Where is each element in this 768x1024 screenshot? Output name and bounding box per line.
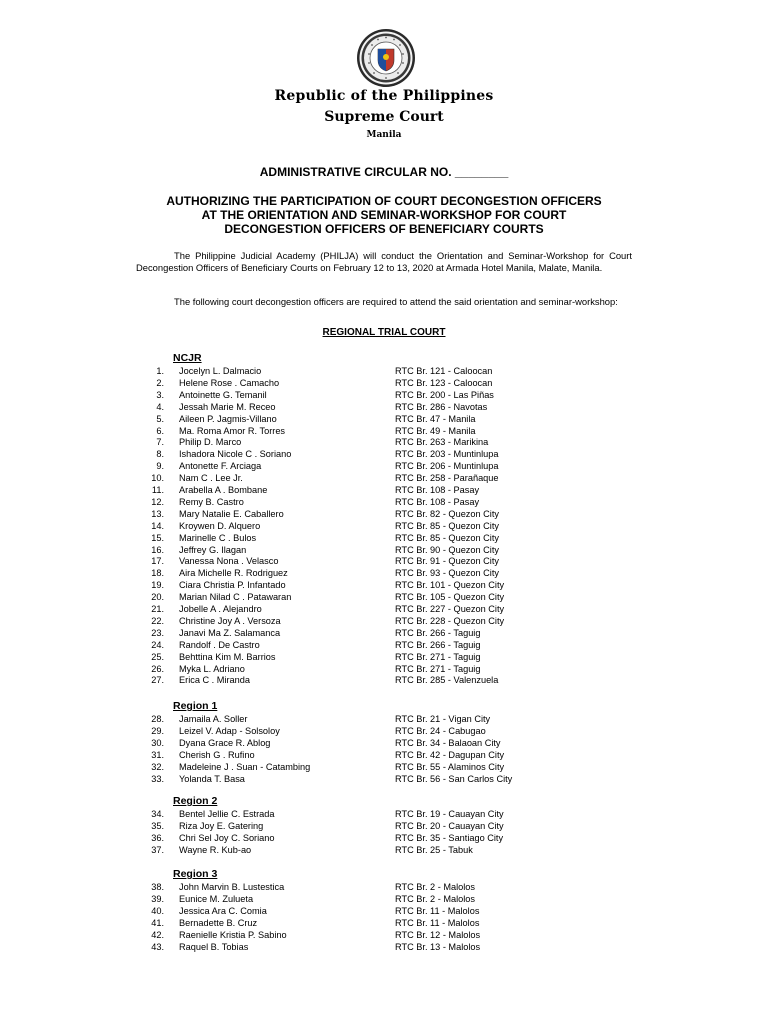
- officer-name: Aira Michelle R. Rodriguez: [179, 568, 288, 579]
- item-number: 10.: [151, 473, 164, 484]
- section-title: REGIONAL TRIAL COURT: [322, 327, 446, 338]
- item-number: 8.: [156, 449, 164, 460]
- item-number: 3.: [156, 389, 164, 400]
- court-assignment: RTC Br. 35 - Santiago City: [395, 832, 504, 843]
- republic-heading: Republic of the Philippines: [274, 88, 494, 104]
- list-item: [0, 929, 768, 941]
- list-item: [0, 508, 768, 520]
- list-item: [0, 484, 768, 496]
- court-assignment: RTC Br. 285 - Valenzuela: [395, 675, 499, 686]
- supreme-court-seal-icon: [356, 28, 416, 88]
- item-number: 35.: [151, 820, 164, 831]
- list-item: [0, 761, 768, 773]
- item-number: 1.: [156, 366, 164, 376]
- item-number: 32.: [151, 761, 164, 772]
- list-item: [0, 436, 768, 448]
- court-assignment: RTC Br. 123 - Caloocan: [395, 377, 493, 388]
- list-item: [0, 496, 768, 508]
- officer-name: Jessica Ara C. Comia: [179, 905, 267, 916]
- item-number: 28.: [151, 714, 164, 724]
- officer-name: Remy B. Castro: [179, 496, 244, 507]
- item-number: 18.: [151, 568, 164, 579]
- item-number: 15.: [151, 532, 164, 543]
- court-assignment: RTC Br. 266 - Taguig: [395, 627, 481, 638]
- court-assignment: RTC Br. 85 - Quezon City: [395, 532, 499, 543]
- item-number: 6.: [156, 425, 164, 436]
- officer-name: Cherish G . Rufino: [179, 749, 255, 760]
- list-item: [0, 603, 768, 615]
- officer-name: Behttina Kim M. Barrios: [179, 651, 276, 662]
- group-heading: Region 2: [173, 795, 218, 807]
- item-number: 31.: [151, 749, 164, 760]
- court-assignment: RTC Br. 101 - Quezon City: [395, 580, 505, 591]
- officer-name: Arabella A . Bombane: [179, 485, 268, 495]
- officer-name: Eunice M. Zulueta: [179, 893, 254, 904]
- officer-name: Randolf . De Castro: [179, 639, 260, 650]
- list-item: [0, 808, 768, 820]
- item-number: 14.: [151, 520, 164, 531]
- attendance-paragraph: The following court decongestion officers are required to attend the said orientation and seminar-workshop:: [174, 296, 618, 307]
- court-assignment: RTC Br. 90 - Quezon City: [395, 544, 499, 555]
- list-item: [0, 425, 768, 437]
- title-line: AUTHORIZING THE PARTICIPATION OF COURT DECONGESTION OFFICERS: [166, 194, 602, 208]
- list-item: [0, 520, 768, 532]
- item-number: 24.: [151, 639, 164, 650]
- court-assignment: RTC Br. 25 - Tabuk: [395, 844, 473, 855]
- list-item: [0, 844, 768, 856]
- item-number: 19.: [151, 580, 164, 591]
- item-number: 20.: [151, 592, 164, 603]
- circular-number: ADMINISTRATIVE CIRCULAR NO. ________: [259, 165, 509, 179]
- item-number: 36.: [151, 832, 164, 843]
- officer-name: Bentel Jellie C. Estrada: [179, 809, 275, 819]
- court-assignment: RTC Br. 13 - Malolos: [395, 941, 481, 952]
- court-assignment: RTC Br. 42 - Dagupan City: [395, 749, 505, 760]
- court-assignment: RTC Br. 271 - Taguig: [395, 663, 481, 674]
- court-assignment: RTC Br. 49 - Manila: [395, 425, 476, 436]
- item-number: 16.: [151, 544, 164, 555]
- list-item: [0, 413, 768, 425]
- officer-name: Raquel B. Tobias: [179, 941, 249, 952]
- court-assignment: RTC Br. 55 - Alaminos City: [395, 761, 505, 772]
- list-item: [0, 365, 768, 377]
- court-assignment: RTC Br. 271 - Taguig: [395, 651, 481, 662]
- court-assignment: RTC Br. 11 - Malolos: [395, 905, 480, 916]
- court-assignment: RTC Br. 2 - Malolos: [395, 882, 475, 892]
- group-heading: NCJR: [173, 352, 202, 364]
- item-number: 42.: [151, 929, 164, 940]
- list-item: [0, 749, 768, 761]
- list-item: [0, 472, 768, 484]
- court-assignment: RTC Br. 34 - Balaoan City: [395, 737, 501, 748]
- title-line: DECONGESTION OFFICERS OF BENEFICIARY COURTS: [224, 222, 544, 236]
- officer-name: Riza Joy E. Gatering: [179, 820, 264, 831]
- list-item: [0, 401, 768, 413]
- title-line: AT THE ORIENTATION AND SEMINAR-WORKSHOP FOR COURT: [201, 208, 567, 222]
- officer-name: Jocelyn L. Dalmacio: [179, 366, 262, 376]
- item-number: 23.: [151, 627, 164, 638]
- list-item: [0, 460, 768, 472]
- officer-name: Dyana Grace R. Ablog: [179, 737, 271, 748]
- list-item: [0, 713, 768, 725]
- list-item: [0, 579, 768, 591]
- court-assignment: RTC Br. 21 - Vigan City: [395, 714, 491, 724]
- court-assignment: RTC Br. 24 - Cabugao: [395, 725, 486, 736]
- list-item: [0, 448, 768, 460]
- court-assignment: RTC Br. 19 - Cauayan City: [395, 809, 504, 819]
- item-number: 21.: [151, 604, 164, 614]
- item-number: 34.: [151, 809, 164, 819]
- court-heading: Supreme Court: [324, 109, 444, 125]
- list-item: [0, 917, 768, 929]
- item-number: 25.: [151, 651, 164, 662]
- item-number: 43.: [151, 941, 164, 952]
- circular-title: [0, 194, 768, 236]
- court-assignment: RTC Br. 47 - Manila: [395, 413, 476, 424]
- officer-name: Wayne R. Kub-ao: [179, 844, 252, 855]
- officer-name: Nam C . Lee Jr.: [179, 473, 243, 484]
- court-assignment: RTC Br. 227 - Quezon City: [395, 604, 505, 614]
- court-assignment: RTC Br. 93 - Quezon City: [395, 568, 499, 579]
- list-item: [0, 893, 768, 905]
- officer-name: Mary Natalie E. Caballero: [179, 508, 284, 519]
- officer-name: Ma. Roma Amor R. Torres: [179, 425, 286, 436]
- item-number: 27.: [151, 675, 164, 686]
- court-assignment: RTC Br. 263 - Marikina: [395, 437, 489, 448]
- court-assignment: RTC Br. 85 - Quezon City: [395, 520, 499, 531]
- officer-name: Jeffrey G. Ilagan: [179, 544, 247, 555]
- group-heading: Region 1: [173, 700, 218, 712]
- intro-paragraph: The Philippine Judicial Academy (PHILJA) will conduct the Orientation and Seminar-Workshop for Court Decongestion Officers of Beneficiary Courts on February 12 to 13, 2020 at Armada Hotel Manila, Malate, Manila.: [136, 250, 632, 273]
- item-number: 37.: [151, 844, 164, 855]
- officer-name: Antoinette G. Temanil: [179, 389, 267, 400]
- court-assignment: RTC Br. 286 - Navotas: [395, 401, 488, 412]
- item-number: 30.: [151, 737, 164, 748]
- item-number: 13.: [151, 508, 164, 519]
- officer-name: Madeleine J . Suan - Catambing: [179, 761, 311, 772]
- item-number: 38.: [151, 882, 164, 892]
- officer-name: Leizel V. Adap - Solsoloy: [179, 725, 280, 736]
- item-number: 5.: [156, 413, 164, 424]
- list-item: [0, 627, 768, 639]
- officer-name: Jamaila A. Soller: [179, 714, 248, 724]
- list-item: [0, 725, 768, 737]
- list-item: [0, 941, 768, 953]
- item-number: 33.: [151, 773, 164, 784]
- list-item: [0, 674, 768, 686]
- list-item: [0, 639, 768, 651]
- item-number: 29.: [151, 725, 164, 736]
- court-assignment: RTC Br. 258 - Parañaque: [395, 473, 499, 484]
- list-item: [0, 389, 768, 401]
- officer-name: John Marvin B. Lustestica: [179, 882, 285, 892]
- court-assignment: RTC Br. 11 - Malolos: [395, 917, 480, 928]
- group-heading: Region 3: [173, 868, 218, 880]
- court-assignment: RTC Br. 12 - Malolos: [395, 929, 481, 940]
- officer-name: Aileen P. Jagmis-Villano: [179, 413, 277, 424]
- list-item: [0, 663, 768, 675]
- officer-name: Myka L. Adriano: [179, 663, 245, 674]
- officer-name: Antonette F. Arciaga: [179, 461, 262, 472]
- officer-name: Philip D. Marco: [179, 437, 242, 448]
- list-item: [0, 905, 768, 917]
- officer-name: Ciara Christia P. Infantado: [179, 580, 286, 591]
- list-item: [0, 651, 768, 663]
- item-number: 7.: [156, 437, 164, 448]
- list-item: [0, 377, 768, 389]
- list-item: [0, 773, 768, 785]
- item-number: 26.: [151, 663, 164, 674]
- list-item: [0, 820, 768, 832]
- item-number: 4.: [156, 401, 164, 412]
- item-number: 17.: [151, 556, 164, 567]
- item-number: 9.: [156, 461, 164, 472]
- officer-name: Vanessa Nona . Velasco: [179, 556, 279, 567]
- officer-name: Helene Rose . Camacho: [179, 377, 280, 388]
- court-assignment: RTC Br. 56 - San Carlos City: [395, 773, 513, 784]
- officer-name: Raenielle Kristia P. Sabino: [179, 929, 287, 940]
- court-assignment: RTC Br. 228 - Quezon City: [395, 615, 505, 626]
- item-number: 2.: [156, 377, 164, 388]
- court-assignment: RTC Br. 91 - Quezon City: [395, 556, 499, 567]
- list-item: [0, 567, 768, 579]
- list-item: [0, 544, 768, 556]
- item-number: 12.: [151, 496, 164, 507]
- court-assignment: RTC Br. 2 - Malolos: [395, 893, 475, 904]
- list-item: [0, 737, 768, 749]
- item-number: 39.: [151, 893, 164, 904]
- list-item: [0, 832, 768, 844]
- officer-name: Marinelle C . Bulos: [179, 532, 257, 543]
- officer-name: Bernadette B. Cruz: [179, 917, 258, 928]
- officer-name: Yolanda T. Basa: [179, 773, 245, 784]
- officer-name: Jessah Marie M. Receo: [179, 401, 276, 412]
- officer-name: Jobelle A . Alejandro: [179, 604, 262, 614]
- court-assignment: RTC Br. 82 - Quezon City: [395, 508, 499, 519]
- list-item: [0, 532, 768, 544]
- item-number: 22.: [151, 615, 164, 626]
- court-assignment: RTC Br. 108 - Pasay: [395, 496, 480, 507]
- officer-name: Kroywen D. Alquero: [179, 520, 261, 531]
- officer-name: Chri Sel Joy C. Soriano: [179, 832, 275, 843]
- list-item: [0, 591, 768, 603]
- court-assignment: RTC Br. 266 - Taguig: [395, 639, 481, 650]
- list-item: [0, 555, 768, 567]
- officer-name: Marian Nilad C . Patawaran: [179, 592, 292, 603]
- court-assignment: RTC Br. 206 - Muntinlupa: [395, 461, 499, 472]
- list-item: [0, 615, 768, 627]
- court-assignment: RTC Br. 108 - Pasay: [395, 485, 480, 495]
- court-assignment: RTC Br. 121 - Caloocan: [395, 366, 493, 376]
- court-assignment: RTC Br. 200 - Las Piñas: [395, 389, 494, 400]
- item-number: 41.: [151, 917, 164, 928]
- list-item: [0, 881, 768, 893]
- item-number: 40.: [151, 905, 164, 916]
- court-assignment: RTC Br. 105 - Quezon City: [395, 592, 505, 603]
- officer-name: Ishadora Nicole C . Soriano: [179, 449, 292, 460]
- item-number: 11.: [151, 485, 164, 495]
- officer-name: Christine Joy A . Versoza: [179, 615, 281, 626]
- court-assignment: RTC Br. 20 - Cauayan City: [395, 820, 504, 831]
- officer-name: Janavi Ma Z. Salamanca: [179, 627, 281, 638]
- officer-name: Erica C . Miranda: [179, 675, 250, 686]
- court-assignment: RTC Br. 203 - Muntinlupa: [395, 449, 499, 460]
- city-heading: Manila: [366, 130, 402, 140]
